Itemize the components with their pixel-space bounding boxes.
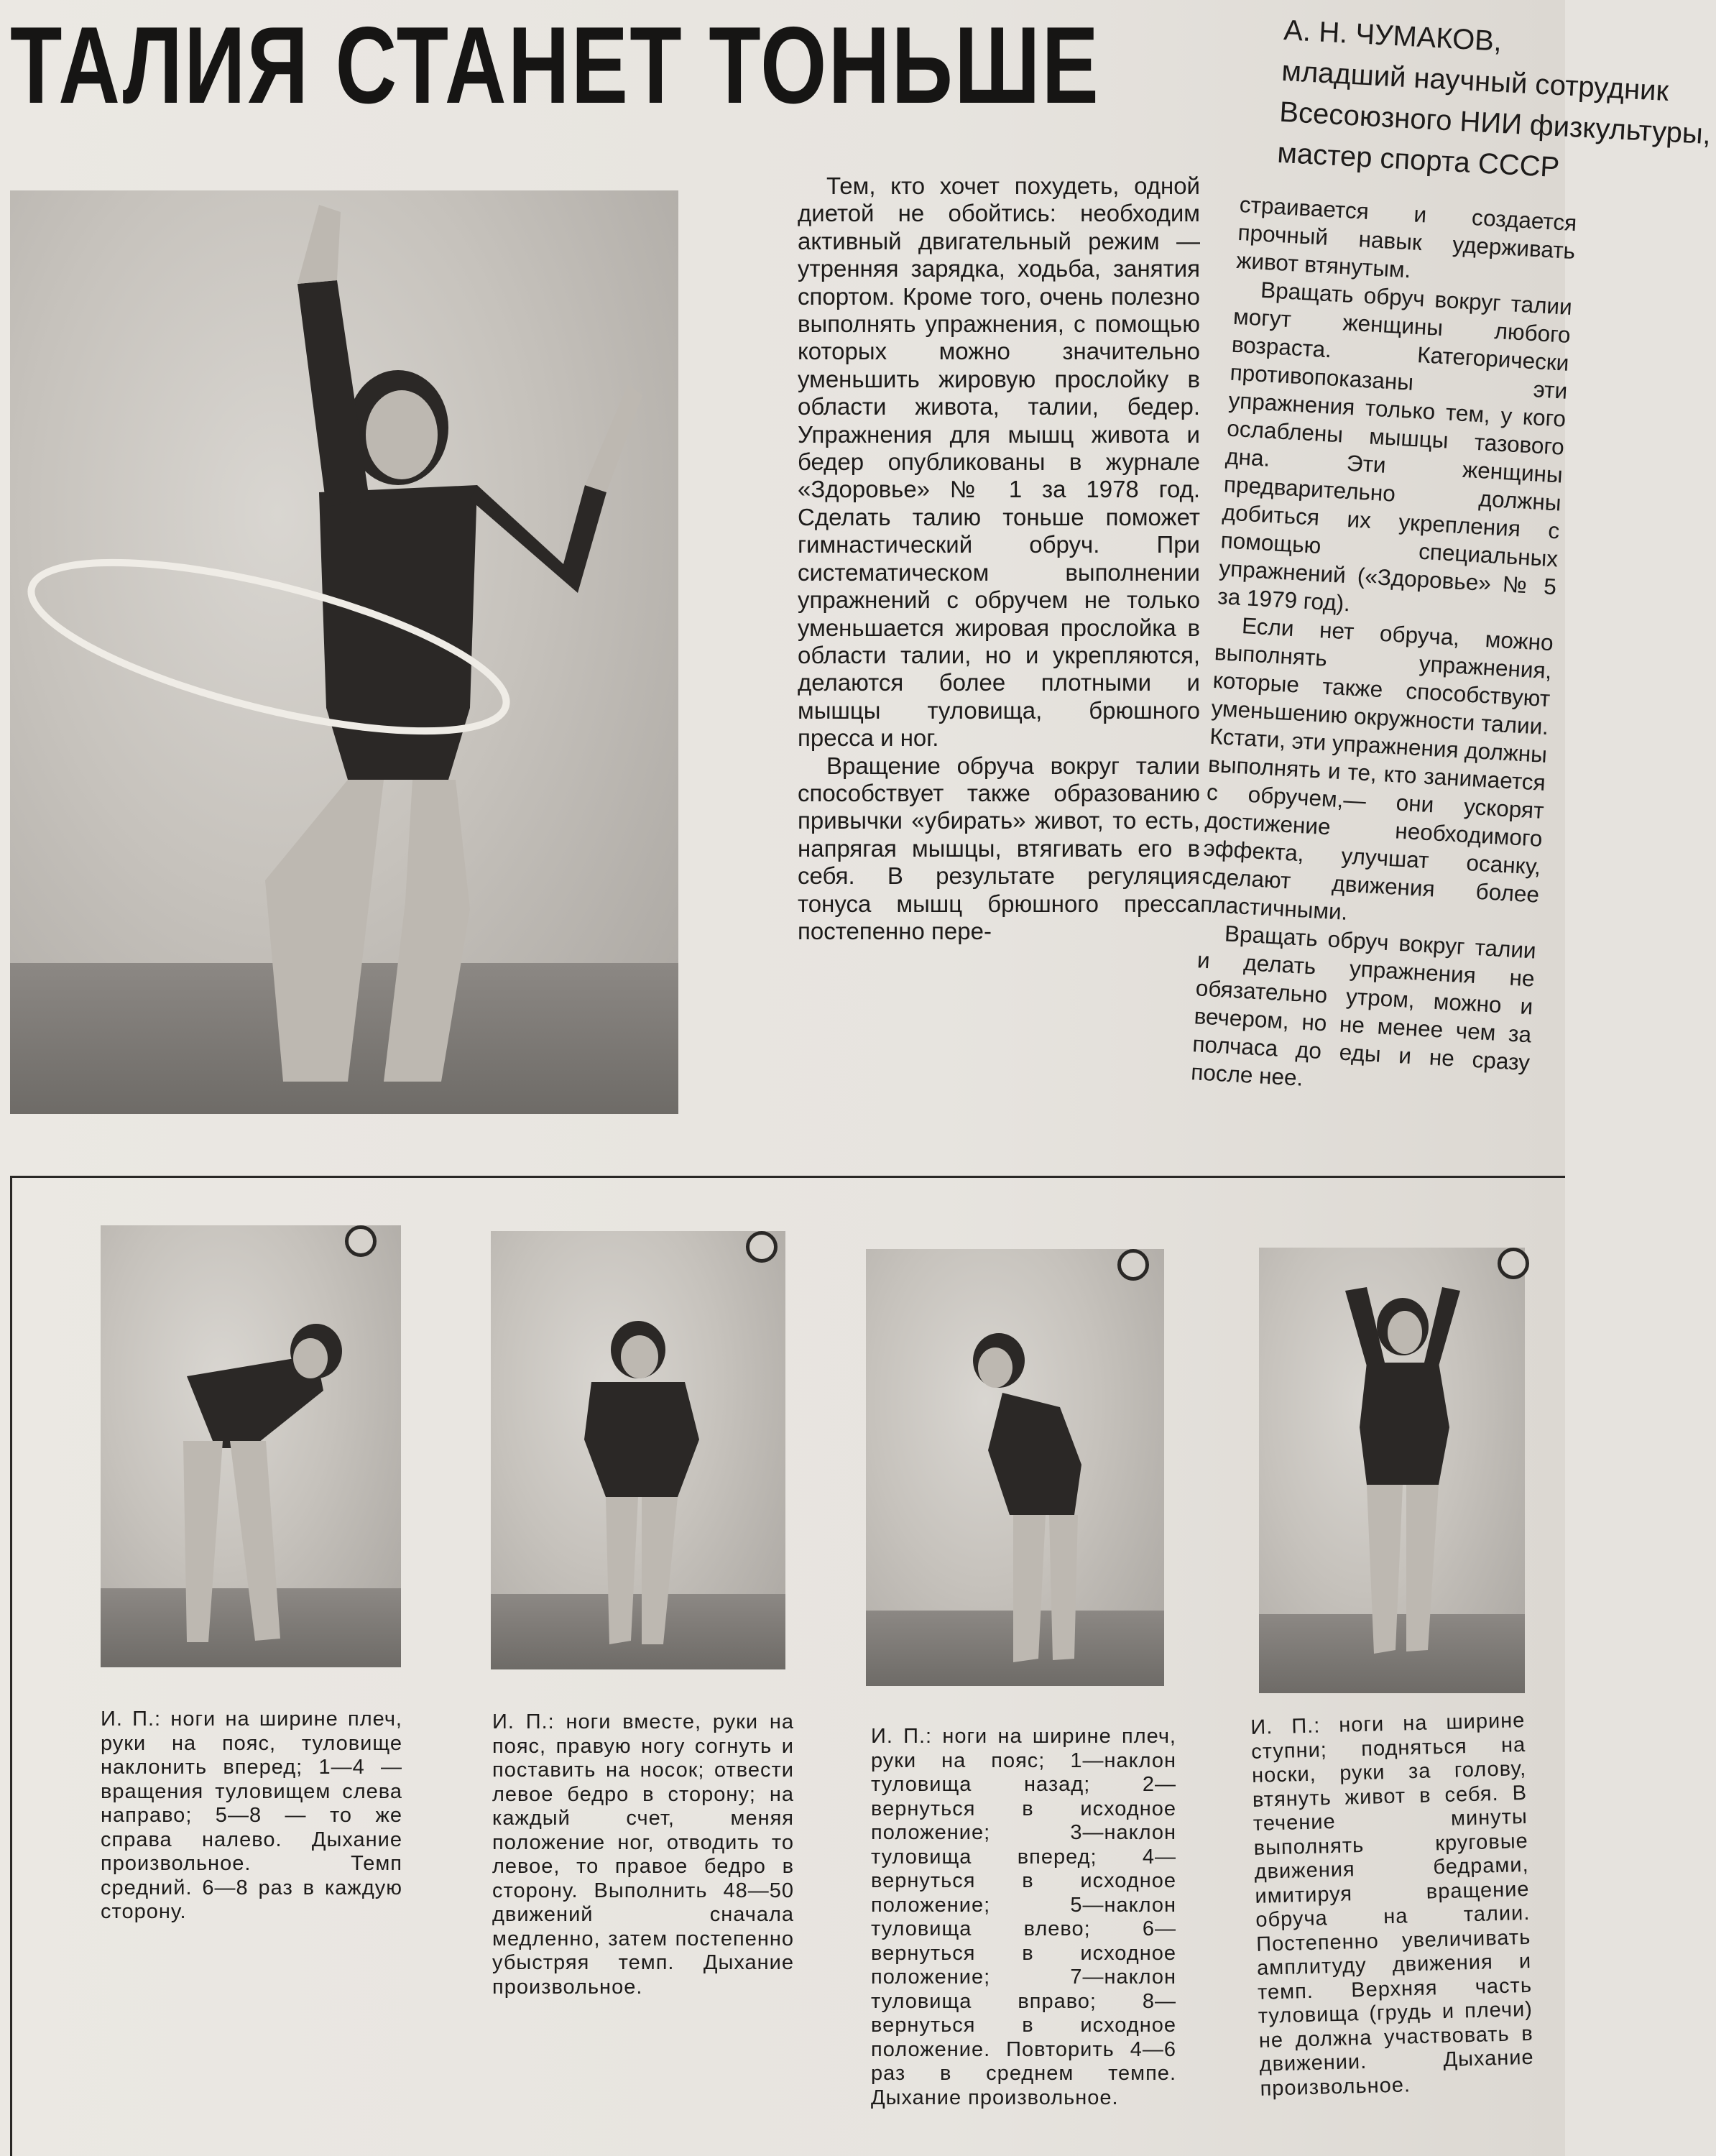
section-divider	[10, 1176, 1565, 1178]
exercise-box-border	[10, 1176, 12, 2156]
author-byline	[1276, 10, 1712, 190]
exercise-3-text: И. П.: ноги на ширине плеч, руки на пояс; 1—наклон туловища назад; 2—вернуться в исходное положение; 3—наклон туловища вперед; 4—вернуться в исходное положение; 5—наклон туловища влево; 6—вернуться в исходное положение; 7—наклон туловища вправо; 8—вернуться в исходное положение. Повторить 4—6 раз в среднем темпе. Дыхание произвольное.	[871, 1725, 1176, 2109]
exercise-4-text: И. П.: ноги на ширине ступни; подняться на носки, руки за голову, втянуть живот в себя. В течение минуты выполнять круговые движения бедрами, имитируя вращение обруча на талии. Постепенно увеличивать амплитуду движения и темп. Верхняя часть туловища (грудь и плечи) не должна участвовать в движении. Дыхание произвольное.	[1250, 1709, 1534, 2101]
paragraph-1: Тем, кто хочет похудеть, одной диетой не обойтись: необходим активный двигательный режим — утренняя зарядка, ходьба, занятия спортом. Кроме того, очень полезно выполнять упражнения, с помощью которых можно значительно уменьшить жировую прослойку в области живота, талии, бедер. Упражнения для мышц живота и бедер опубликованы в журнале «Здоровье» № 1 за 1978 год. Сделать талию тоньше поможет гимнастический обруч. При систематическом выполнении упражнений с обручем не только уменьшается жировая прослойка в области талии, но и укрепляются, делаются более плотными и мышцы туловища, брюшного пресса и ног.	[798, 172, 1200, 752]
exercise-photo-1	[101, 1225, 401, 1667]
paragraph-5: Если нет обруча, можно выполнять упражнения, которые также способствуют уменьшению окружности талии. Кстати, эти упражнения должны выполнять и те, кто занимается с обручем,— они ускорят достижение необходимого эффекта, улучшат осанку, сделают движения более пластичными.	[1199, 612, 1554, 925]
exercise-caption-1	[101, 1708, 402, 1966]
hoop-woman-photo	[10, 190, 678, 1114]
exercise-2-figure	[491, 1231, 785, 1669]
hoop-woman-figure	[10, 190, 678, 1114]
exercise-photo-4	[1259, 1248, 1525, 1693]
exercise-1-text: И. П.: ноги на ширине плеч, руки на пояс, туловище наклонить вперед; 1—4 — вращения туловищем слева направо; 5—8 — то же справа налево. Дыхание произвольное. Темп средний. 6—8 раз в каждую сторону.	[101, 1708, 402, 1923]
author-title-line1: младший научный сотрудник	[1281, 55, 1670, 108]
exercise-caption-4	[1250, 1709, 1536, 2147]
exercise-caption-3	[871, 1725, 1176, 2152]
exercise-caption-2	[492, 1710, 794, 2070]
article-column-2	[1186, 190, 1578, 1178]
exercise-photo-3	[866, 1249, 1164, 1686]
exercise-4-figure	[1259, 1248, 1525, 1693]
author-title-line2: Всесоюзного НИИ физкультуры,	[1278, 96, 1712, 151]
paragraph-3: страивается и создается прочный навык удерживать живот втянутым.	[1235, 190, 1578, 283]
author-name: А. Н. ЧУМАКОВ,	[1283, 14, 1503, 57]
paragraph-6: Вращать обруч вокруг талии и делать упражнения не обязательно утром, можно и вечером, но не менее чем за полчаса до еды и не сразу после нее.	[1190, 920, 1537, 1091]
article-title: ТАЛИЯ СТАНЕТ ТОНЬШЕ	[10, 4, 1101, 126]
exercise-photo-2	[491, 1231, 785, 1669]
paragraph-2: Вращение обруча вокруг талии способствует также образованию привычки «убирать» живот, то есть, напрягая мышцы, втягивать его в себя. В результате регуляция тонуса мышц брюшного пресса постепенно пере-	[798, 752, 1200, 944]
paragraph-4: Вращать обруч вокруг талии могут женщины любого возраста. Категорически противопоказаны эти упражнения только тем, у кого ослаблены мышцы тазового дна. Эти женщины предварительно должны добиться их укрепления с помощью специальных упражнений («Здоровье» № 5 за 1979 год).	[1217, 276, 1573, 617]
article-column-1	[798, 172, 1200, 945]
exercise-2-text: И. П.: ноги вместе, руки на пояс, правую ногу согнуть и поставить на носок; отвести левое бедро в сторону; на каждый счет, меняя положение ног, отводить то левое, то правое бедро в сторону. Выполнить 48—50 движений сначала медленно, затем постепенно убыстряя темп. Дыхание произвольное.	[492, 1710, 794, 1999]
exercise-1-figure	[101, 1225, 401, 1667]
author-title-line3: мастер спорта СССР	[1276, 137, 1561, 184]
exercise-3-figure	[866, 1249, 1164, 1686]
